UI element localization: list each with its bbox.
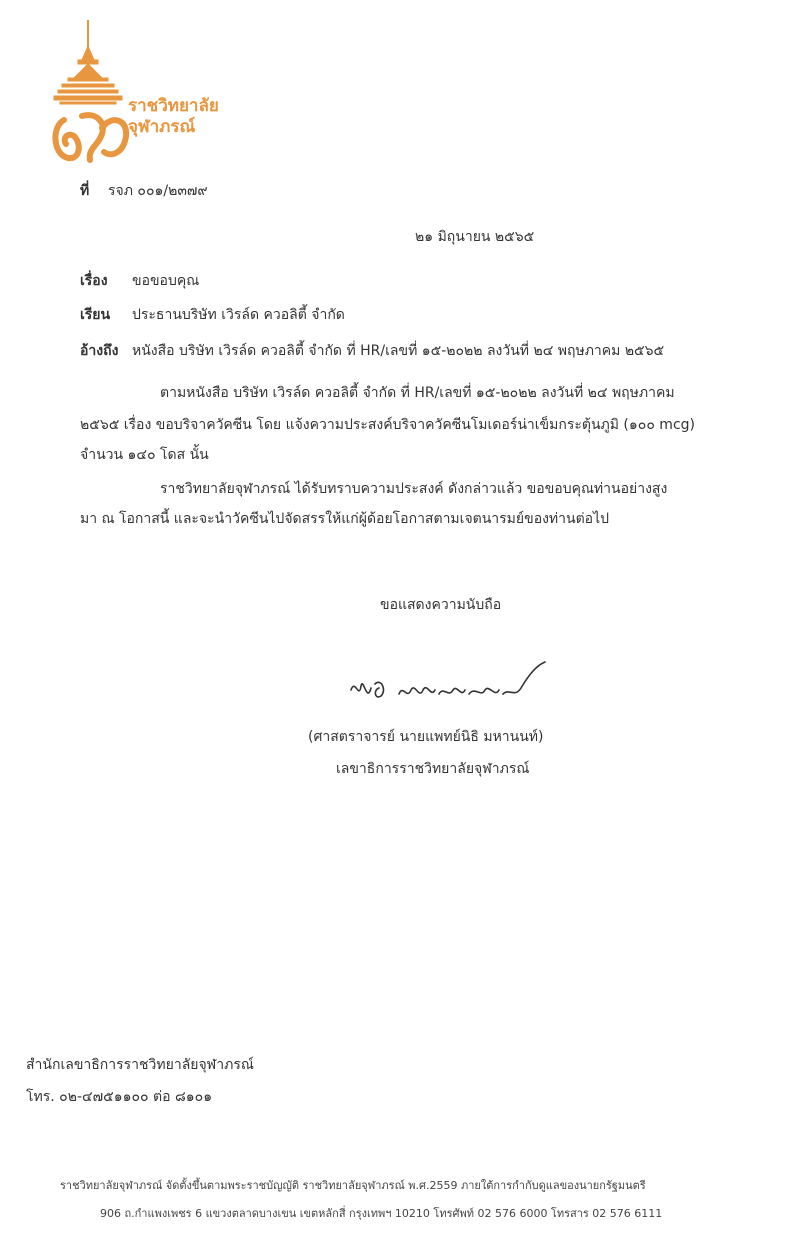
ref-number: รจภ ๐๐๑/๒๓๗๙ [108, 183, 208, 199]
college-logo [46, 18, 138, 168]
letter-date: ๒๑ มิถุนายน ๒๕๖๕ [415, 229, 535, 245]
paragraph2-line2: มา ณ โอกาสนี้ และจะนำวัคซีนไปจัดสรรให้แก่ผู้ด้อยโอกาสตามเจตนารมย์ของท่านต่อไป [80, 511, 610, 527]
office-name: สำนักเลขาธิการราชวิทยาลัยจุฬาภรณ์ [26, 1057, 254, 1073]
institution-name-line1: ราชวิทยาลัย [128, 96, 219, 116]
subject-label: เรื่อง [80, 273, 108, 289]
ref-label: ที่ [80, 183, 90, 199]
paragraph2-line1: ราชวิทยาลัยจุฬาภรณ์ ได้รับทราบความประสงค์ ดังกล่าวแล้ว ขอขอบคุณท่านอย่างสูง [160, 481, 668, 497]
recipient-label: เรียน [80, 307, 111, 323]
handwritten-signature [345, 660, 565, 720]
paragraph1-line2: ๒๕๖๕ เรื่อง ขอบริจาควัคซีน โดย แจ้งความประสงค์บริจาควัคซีนโมเดอร์น่าเข็มกระตุ้นภูมิ (๑๐๐ mcg) [80, 417, 695, 433]
signatory-title: เลขาธิการราชวิทยาลัยจุฬาภรณ์ [336, 761, 530, 777]
reference-value: หนังสือ บริษัท เวิรล์ด ควอลิตี้ จำกัด ที่ HR/เลขที่ ๑๕-๒๐๒๒ ลงวันที่ ๒๔ พฤษภาคม ๒๕๖๕ [132, 343, 665, 359]
signatory-name: (ศาสตราจารย์ นายแพทย์นิธิ มหานนท์) [308, 729, 544, 745]
institution-name-line2: จุฬาภรณ์ [128, 117, 196, 137]
office-phone: โทร. ๐๒-๔๗๕๑๑๐๐ ต่อ ๘๑๐๑ [26, 1089, 213, 1105]
paragraph1-line1: ตามหนังสือ บริษัท เวิรล์ด ควอลิตี้ จำกัด ที่ HR/เลขที่ ๑๕-๒๐๒๒ ลงวันที่ ๒๔ พฤษภาคม [160, 385, 675, 401]
footer-line1: ราชวิทยาลัยจุฬาภรณ์ จัดตั้งขึ้นตามพระราชบัญญัติ ราชวิทยาลัยจุฬาภรณ์ พ.ศ.2559 ภายใต้การกำกับดูแลของนายกรัฐมนตรี [60, 1179, 646, 1192]
reference-label: อ้างถึง [80, 343, 119, 359]
footer-line2: 906 ถ.กำแพงเพชร 6 แขวงตลาดบางเขน เขตหลักสี่ กรุงเทพฯ 10210 โทรศัพท์ 02 576 6000 โทรสาร 02 576 6111 [100, 1207, 663, 1220]
recipient-value: ประธานบริษัท เวิรล์ด ควอลิตี้ จำกัด [132, 307, 345, 323]
subject-value: ขอขอบคุณ [132, 273, 200, 289]
closing-text: ขอแสดงความนับถือ [380, 597, 502, 613]
paragraph1-line3: จำนวน ๑๔๐ โดส นั้น [80, 447, 209, 463]
